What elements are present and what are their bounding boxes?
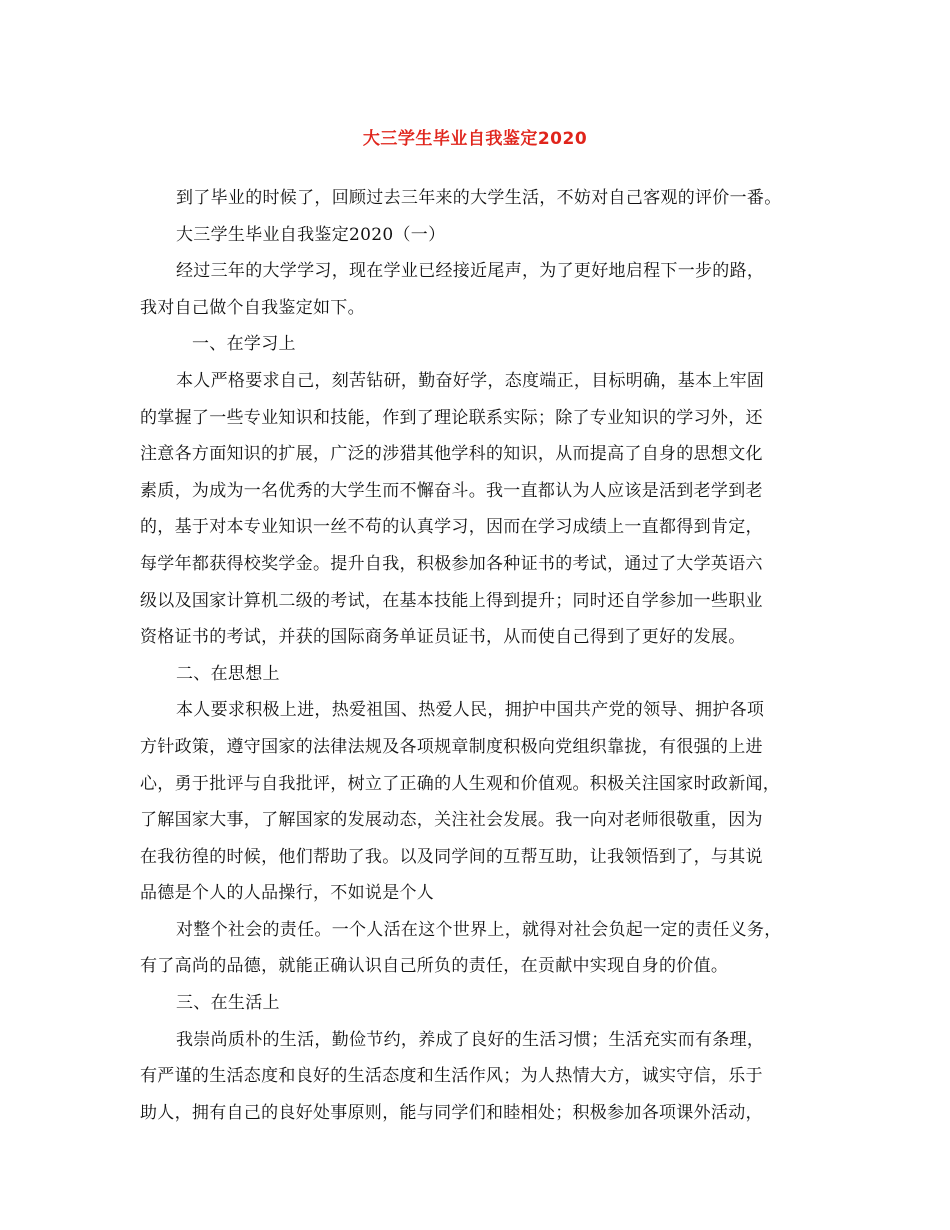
text-line: 本人要求积极上进，热爱祖国、热爱人民，拥护中国共产党的领导、拥护各项 [176,700,765,721]
text-line: 本人严格要求自己，刻苦钻研，勤奋好学，态度端正，目标明确，基本上牢固 [176,370,765,391]
text-line: 品德是个人的人品操行，不如说是个人 [140,883,435,904]
text-line: 心，勇于批评与自我批评，树立了正确的人生观和价值观。积极关注国家时政新闻， [140,773,781,794]
text-line: 三、在生活上 [176,993,280,1014]
document-body [140,180,830,1131]
text-line: 到了毕业的时候了，回顾过去三年来的大学生活，不妨对自己客观的评价一番。 [176,188,782,208]
text-line: 我崇尚质朴的生活，勤俭节约，养成了良好的生活习惯；生活充实而有条理， [176,1029,765,1050]
text-line: 经过三年的大学学习，现在学业已经接近尾声，为了更好地启程下一步的路， [176,261,765,282]
text-line: 我对自己做个自我鉴定如下。 [140,297,365,318]
text-line: 有了高尚的品德，就能正确认识自己所负的责任，在贡献中实现自身的价值。 [140,956,729,977]
text-line: 资格证书的考试，并获的国际商务单证员证书，从而使自己得到了更好的发展。 [140,627,746,648]
text-line: 的掌握了一些专业知识和技能，作到了理论联系实际；除了专业知识的学习外，还 [140,407,763,428]
text-line: 素质，为成为一名优秀的大学生而不懈奋斗。我一直都认为人应该是活到老学到老 [140,480,763,501]
text-line: 二、在思想上 [176,663,280,684]
text-line: 在我彷徨的时候，他们帮助了我。以及同学间的互帮互助，让我领悟到了，与其说 [140,846,763,867]
text-line: 每学年都获得校奖学金。提升自我，积极参加各种证书的考试，通过了大学英语六 [140,553,763,574]
text-line: 级以及国家计算机二级的考试，在基本技能上得到提升；同时还自学参加一些职业 [140,590,763,611]
text-line: 方针政策，遵守国家的法律法规及各项规章制度积极向党组织靠拢，有很强的上进 [140,736,763,757]
text-line: 一、在学习上 [192,334,296,355]
text-line: 大三学生毕业自我鉴定2020（一） [176,224,446,245]
text-line: 对整个社会的责任。一个人活在这个世界上，就得对社会负起一定的责任义务， [176,919,782,940]
text-line: 有严谨的生活态度和良好的生活态度和生活作风；为人热情大方，诚实守信，乐于 [140,1066,763,1087]
text-line: 了解国家大事，了解国家的发展动态，关注社会发展。我一向对老师很敬重，因为 [140,810,763,831]
text-line: 的，基于对本专业知识一丝不苟的认真学习，因而在学习成绩上一直都得到肯定， [140,517,763,538]
text-line: 助人，拥有自己的良好处事原则，能与同学们和睦相处；积极参加各项课外活动， [140,1102,763,1123]
text-line: 注意各方面知识的扩展，广泛的涉猎其他学科的知识，从而提高了自身的思想文化 [140,444,763,465]
document-title: 大三学生毕业自我鉴定2020 [362,129,588,149]
